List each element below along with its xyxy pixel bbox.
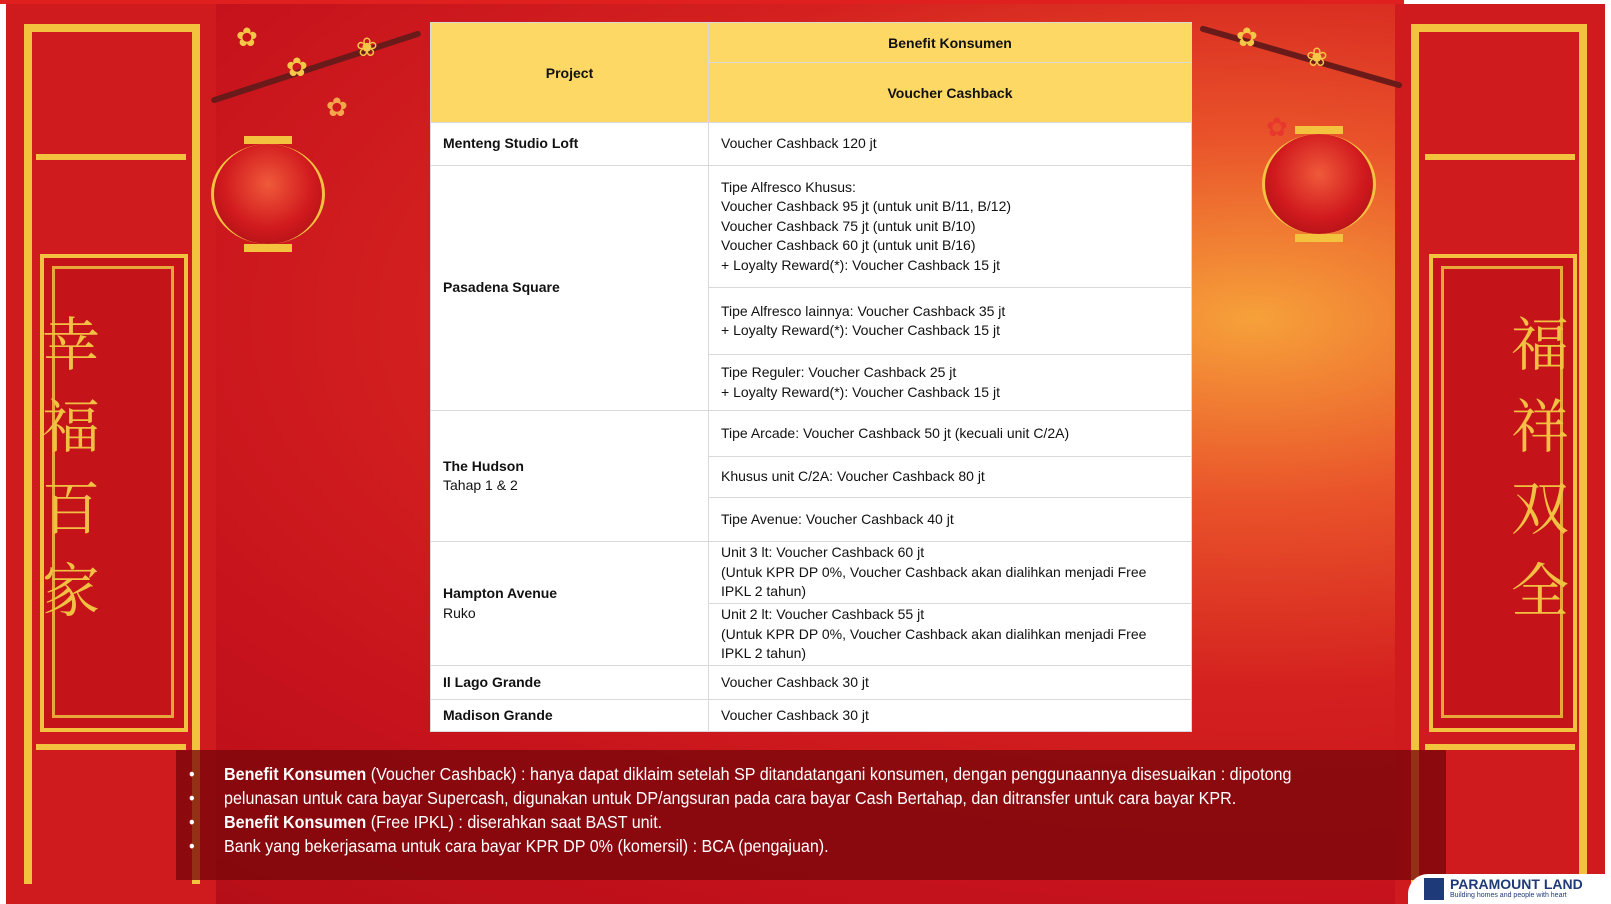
benefit-cell: Tipe Arcade: Voucher Cashback 50 jt (kecuali unit C/2A)	[709, 411, 1192, 457]
header-benefit: Benefit Konsumen	[709, 23, 1192, 63]
benefit-cell: Voucher Cashback 30 jt	[709, 700, 1192, 732]
blossom-icon: ✿	[1266, 112, 1288, 142]
right-branch	[1199, 22, 1403, 89]
benefit-cell: Voucher Cashback 120 jt	[709, 123, 1192, 166]
table-row	[431, 666, 1192, 700]
blossom-icon: ❀	[356, 32, 378, 62]
benefit-table-container	[430, 22, 1192, 732]
project-name: Il Lago Grande	[443, 673, 542, 690]
header-voucher: Voucher Cashback	[709, 63, 1192, 123]
project-name: Menteng Studio Loft	[443, 135, 579, 152]
table-row	[431, 700, 1192, 732]
project-name: Hampton Avenue	[443, 585, 558, 601]
benefit-table	[430, 22, 1192, 732]
project-subtitle: Ruko	[443, 604, 476, 621]
table-row	[431, 166, 1192, 288]
benefit-cell: Tipe Alfresco lainnya: Voucher Cashback 35 jt + Loyalty Reward(*): Voucher Cashback 15 jt	[709, 288, 1192, 355]
table-row	[431, 411, 1192, 457]
project-name: Madison Grande	[443, 706, 553, 723]
blossom-icon: ✿	[286, 52, 308, 82]
benefit-cell: Khusus unit C/2A: Voucher Cashback 80 jt	[709, 457, 1192, 498]
lantern-icon	[211, 144, 325, 244]
benefit-cell: Tipe Reguler: Voucher Cashback 25 jt + Loyalty Reward(*): Voucher Cashback 15 jt	[709, 355, 1192, 411]
benefit-cell: Unit 2 lt: Voucher Cashback 55 jt (Untuk KPR DP 0%, Voucher Cashback akan dialihkan menjadi Free IPKL 2 tahun)	[709, 604, 1192, 666]
footnote-3: • Bank yang bekerjasama untuk cara bayar KPR DP 0% (komersil) : BCA (pengajuan).	[224, 834, 1420, 858]
paramount-land-logo: PARAMOUNT LAND Building homes and people with heart	[1408, 874, 1605, 904]
table-row	[431, 542, 1192, 604]
header-project: Project	[431, 23, 709, 123]
footnotes-panel	[176, 750, 1446, 880]
right-calligraphy: 福 祥 双 全	[1510, 311, 1569, 625]
blossom-icon: ✿	[326, 92, 348, 122]
project-name: The Hudson	[443, 457, 524, 474]
footnote-1-continued: • pelunasan untuk cara bayar Supercash, digunakan untuk DP/angsuran pada cara bayar Cash Bertahap, dan ditransfer untuk cara bayar KPR.	[224, 786, 1420, 810]
logo-mark-icon	[1424, 878, 1444, 900]
lantern-icon	[1262, 134, 1376, 234]
left-calligraphy: 幸 福 百 家	[41, 311, 100, 625]
benefit-cell: Tipe Avenue: Voucher Cashback 40 jt	[709, 498, 1192, 542]
benefit-cell: Voucher Cashback 30 jt	[709, 666, 1192, 700]
blossom-icon: ❀	[1306, 42, 1328, 72]
benefit-cell: Tipe Alfresco Khusus: Voucher Cashback 95 jt (untuk unit B/11, B/12) Voucher Cashback 75 jt (untuk unit B/10) Voucher Cashback 60 jt (untuk unit B/16) + Loyalty Reward(*): Voucher Cashback 15 jt	[709, 166, 1192, 288]
footnote-1: • Benefit Konsumen (Voucher Cashback) : hanya dapat diklaim setelah SP ditandatangani konsumen, dengan penggunaannya disesuaikan : dipotong	[224, 762, 1420, 786]
table-row	[431, 123, 1192, 166]
footnote-2: • Benefit Konsumen (Free IPKL) : diserahkan saat BAST unit.	[224, 810, 1420, 834]
blossom-icon: ✿	[1236, 22, 1258, 52]
blossom-icon: ✿	[236, 22, 258, 52]
benefit-cell: Unit 3 lt: Voucher Cashback 60 jt (Untuk KPR DP 0%, Voucher Cashback akan dialihkan menjadi Free IPKL 2 tahun)	[709, 542, 1192, 604]
project-name: Pasadena Square	[443, 279, 560, 296]
project-subtitle: Tahap 1 & 2	[443, 477, 518, 493]
